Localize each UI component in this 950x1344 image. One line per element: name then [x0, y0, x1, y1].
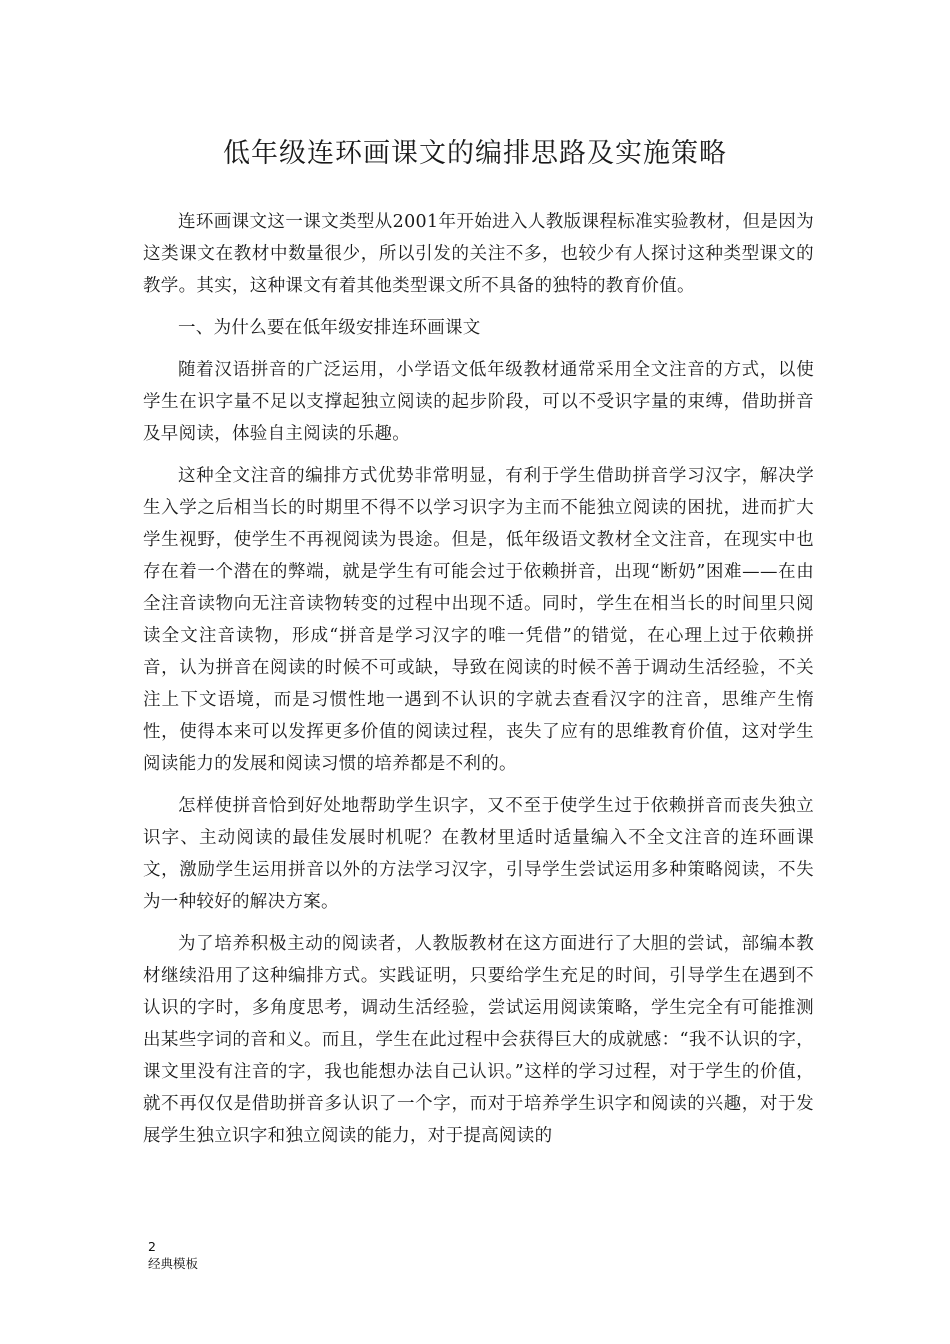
- paragraph: 随着汉语拼音的广泛运用，小学语文低年级教材通常采用全文注音的方式，以使学生在识字量不足以支撑起独立阅读的起步阶段，可以不受识字量的束缚，借助拼音及早阅读，体验自主阅读的乐趣。: [143, 360, 814, 444]
- page-number: 2: [148, 1239, 156, 1254]
- document-title: 低年级连环画课文的编排思路及实施策略: [223, 138, 727, 169]
- paragraph: 这种全文注音的编排方式优势非常明显，有利于学生借助拼音学习汉字，解决学生入学之后相当长的时期里不得不以学习识字为主而不能独立阅读的困扰，进而扩大学生视野，使学生不再视阅读为畏途。但是，低年级语文教材全文注音，在现实中也存在着一个潜在的弊端，就是学生有可能会过于依赖拼音，出现“断奶”困难——在由全注音读物向无注音读物转变的过程中出现不适。同时，学生在相当长的时间里只阅读全文注音读物，形成“拼音是学习汉字的唯一凭借”的错觉，在心理上过于依赖拼音，认为拼音在阅读的时候不可或缺，导致在阅读的时候不善于调动生活经验，不关注上下文语境，而是习惯性地一遇到不认识的字就去查看汉字的注音，思维产生惰性，使得本来可以发挥更多价值的阅读过程，丧失了应有的思维教育价值，这对学生阅读能力的发展和阅读习惯的培养都是不利的。: [143, 466, 814, 774]
- document-body: [143, 206, 814, 1162]
- section-heading: 一、为什么要在低年级安排连环画课文: [178, 318, 481, 338]
- paragraph: 怎样使拼音恰到好处地帮助学生识字，又不至于使学生过于依赖拼音而丧失独立识字、主动阅读的最佳发展时机呢？在教材里适时适量编入不全文注音的连环画课文，激励学生运用拼音以外的方法学习汉字，引导学生尝试运用多种策略阅读，不失为一种较好的解决方案。: [143, 796, 814, 912]
- footer-label: 经典模板: [148, 1256, 199, 1271]
- page-footer: [148, 1238, 198, 1272]
- paragraph: 为了培养积极主动的阅读者，人教版教材在这方面进行了大胆的尝试，部编本教材继续沿用了这种编排方式。实践证明，只要给学生充足的时间，引导学生在遇到不认识的字时，多角度思考，调动生活经验，尝试运用阅读策略，学生完全有可能推测出某些字词的音和义。而且，学生在此过程中会获得巨大的成就感：“我不认识的字，课文里没有注音的字，我也能想办法自己认识。”这样的学习过程，对于学生的价值，就不再仅仅是借助拼音多认识了一个字，而对于培养学生识字和阅读的兴趣，对于发展学生独立识字和独立阅读的能力，对于提高阅读的: [143, 934, 814, 1146]
- paragraph-intro: 连环画课文这一课文类型从2001年开始进入人教版课程标准实验教材，但是因为这类课文在教材中数量很少，所以引发的关注不多，也较少有人探讨这种类型课文的教学。其实，这种课文有着其他类型课文所不具备的独特的教育价值。: [143, 212, 814, 296]
